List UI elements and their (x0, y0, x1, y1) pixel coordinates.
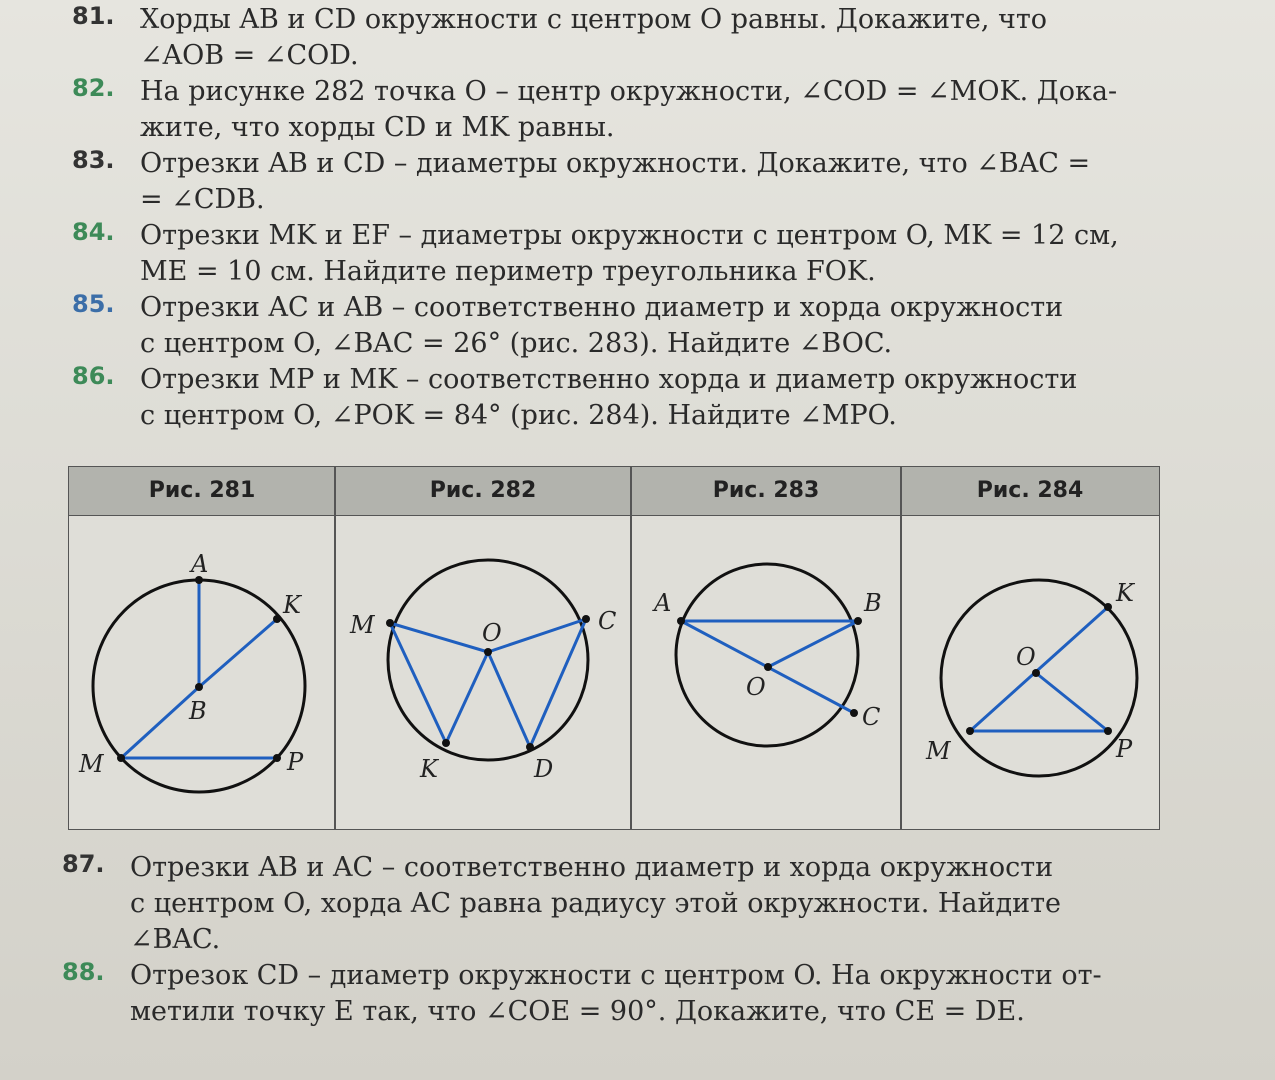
label-a: A (654, 589, 672, 617)
point (442, 739, 450, 747)
segment-od (488, 652, 530, 747)
segment-ko (446, 652, 488, 743)
problem-81 (72, 2, 1200, 74)
label-p: P (1116, 735, 1133, 763)
figure-title-282: Рис. 282 (429, 478, 537, 503)
figure-283 (632, 515, 900, 829)
figure-title-283: Рис. 283 (712, 478, 820, 503)
figure-title-281: Рис. 281 (148, 478, 256, 503)
segment-mo (390, 623, 488, 652)
point (117, 754, 125, 762)
problem-text: На рисунке 282 точка O – центр окружности, ∠COD = ∠MOK. Дока- жите, что хорды CD и MK равны. (140, 76, 1118, 143)
problem-87 (62, 850, 1200, 958)
problem-83 (72, 146, 1200, 218)
segment-mk (390, 623, 446, 743)
problem-text: Отрезки MP и MK – соответственно хорда и диаметр окружности с центром O, ∠POK = 84° (рис. 284). Найдите ∠MPO. (140, 364, 1078, 431)
label-c: C (598, 607, 617, 635)
circle (388, 560, 588, 760)
label-k: K (283, 591, 301, 619)
point (764, 663, 772, 671)
label-b: B (189, 697, 207, 725)
point (273, 754, 281, 762)
label-o: O (746, 673, 766, 701)
point (526, 743, 534, 751)
problem-text: Отрезки AC и AB – соответственно диаметр и хорда окружности с центром O, ∠BAC = 26° (рис. 283). Найдите ∠BOC. (140, 292, 1064, 359)
point (386, 619, 394, 627)
segment-oc (488, 619, 586, 652)
label-b: B (864, 589, 882, 617)
problem-text: Хорды AB и CD окружности с центром O равны. Докажите, что ∠AOB = ∠COD. (140, 4, 1048, 71)
label-m: M (350, 611, 375, 639)
problem-number: 87. (62, 850, 105, 878)
segment-ob (768, 621, 858, 667)
problem-number: 86. (72, 362, 115, 390)
problem-86 (72, 362, 1200, 434)
circle (676, 564, 858, 746)
point (582, 615, 590, 623)
label-a: A (191, 550, 209, 578)
label-o: O (482, 619, 502, 647)
problem-text: Отрезок CD – диаметр окружности с центром O. На окружности от- метили точку E так, что ∠COE = 90°. Докажите, что CE = DE. (130, 960, 1102, 1027)
problem-84 (72, 218, 1200, 290)
segment-bk (199, 619, 277, 687)
figure-284 (902, 515, 1159, 829)
label-d: D (534, 755, 554, 783)
point (195, 683, 203, 691)
problem-85 (72, 290, 1200, 362)
label-m: M (79, 750, 104, 778)
point (1104, 603, 1112, 611)
problems-bottom (0, 850, 1200, 1030)
label-c: C (862, 703, 881, 731)
problems-top (0, 2, 1200, 434)
figure-282 (336, 515, 630, 829)
problem-number: 83. (72, 146, 115, 174)
point (966, 727, 974, 735)
problem-88 (62, 958, 1200, 1030)
figures-header (69, 467, 1159, 516)
problem-text: Отрезки AB и AC – соответственно диаметр и хорда окружности с центром O, хорда AC равна радиусу этой окружности. Найдите ∠BAC. (130, 852, 1062, 955)
problem-number: 81. (72, 2, 115, 30)
point (1104, 727, 1112, 735)
problem-82 (72, 74, 1200, 146)
problem-number: 84. (72, 218, 115, 246)
label-p: P (287, 748, 304, 776)
problem-number: 88. (62, 958, 105, 986)
point (854, 617, 862, 625)
label-o: O (1016, 643, 1036, 671)
point (273, 615, 281, 623)
point (677, 617, 685, 625)
problem-text: Отрезки AB и CD – диаметры окружности. Докажите, что ∠BAC = = ∠CDB. (140, 148, 1091, 215)
label-k: K (1116, 579, 1134, 607)
point (484, 648, 492, 656)
problem-number: 82. (72, 74, 115, 102)
label-m: M (926, 737, 951, 765)
figure-281 (69, 515, 334, 829)
problem-number: 85. (72, 290, 115, 318)
problem-text: Отрезки MK и EF – диаметры окружности с центром O, MK = 12 см, ME = 10 см. Найдите периметр треугольника FOK. (140, 220, 1119, 287)
figure-title-284: Рис. 284 (976, 478, 1084, 503)
segment-dc (530, 619, 586, 747)
label-k: K (420, 755, 438, 783)
segment-op (1036, 673, 1108, 731)
segment-bm (121, 687, 199, 758)
point (850, 709, 858, 717)
figures-table (68, 466, 1160, 830)
